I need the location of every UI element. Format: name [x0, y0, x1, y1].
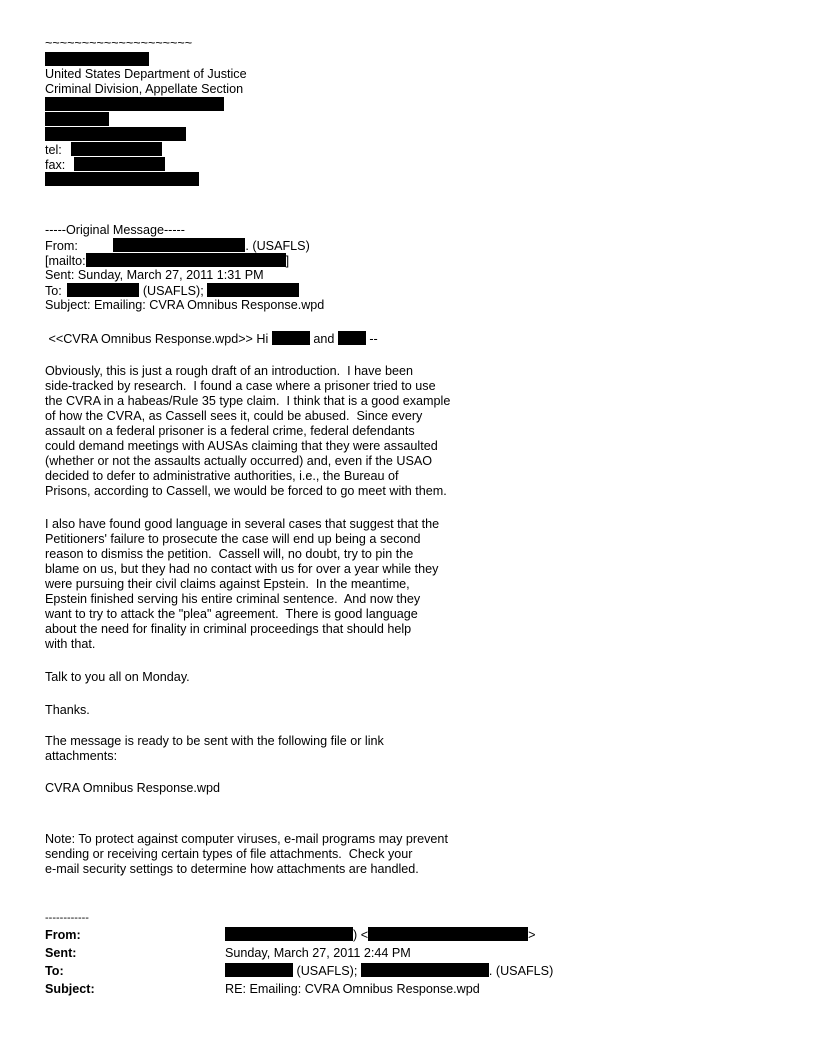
footer-divider: ------------	[45, 912, 89, 924]
orig-from-line: From: . (USAFLS)	[45, 239, 310, 253]
redacted-name	[45, 52, 149, 68]
footer-sent-value: Sunday, March 27, 2011 2:44 PM	[225, 946, 411, 960]
fax-line	[45, 157, 165, 173]
fax-label: fax:	[45, 158, 66, 172]
redacted-footer-from-email	[368, 927, 528, 941]
footer-subject-label: Subject:	[45, 982, 95, 996]
note-line: Note: To protect against computer viruses, e-mail programs may prevent	[45, 832, 448, 846]
redacted-footer-to-2	[361, 963, 489, 977]
ready-line: The message is ready to be sent with the following file or link	[45, 734, 384, 748]
org-line-1: United States Department of Justice	[45, 67, 247, 81]
attachment-name: CVRA Omnibus Response.wpd	[45, 781, 220, 795]
org-line-2: Criminal Division, Appellate Section	[45, 82, 244, 96]
redacted-mailto	[86, 253, 286, 267]
original-message-divider: -----Original Message-----	[45, 223, 185, 237]
para1-line: of how the CVRA, as Cassell sees it, could be abused. Since every	[45, 409, 423, 423]
redacted-footer-from-name	[225, 927, 353, 941]
redacted-recipient-2	[338, 331, 366, 345]
para1-line: Obviously, this is just a rough draft of an introduction. I have been	[45, 364, 413, 378]
tel-line	[45, 142, 162, 158]
para2-line: blame on us, but they had no contact with us for over a year while they	[45, 562, 439, 576]
footer-to-value: (USAFLS); . (USAFLS)	[225, 963, 553, 980]
para1-line: could demand meetings with AUSAs claiming that they were assaulted	[45, 439, 438, 453]
orig-to-line: To: (USAFLS);	[45, 283, 299, 299]
redacted-fax	[74, 157, 165, 171]
redacted-email	[45, 172, 199, 188]
para1-line: the CVRA in a habeas/Rule 35 type claim. I think that is a good example	[45, 394, 451, 408]
redacted-address-2	[45, 112, 109, 128]
para1-line: Prisons, according to Cassell, we would be forced to go meet with them.	[45, 484, 447, 498]
para1-line: decided to defer to administrative authorities, i.e., the Bureau of	[45, 469, 399, 483]
orig-mailto-line: [mailto: ]	[45, 254, 290, 268]
greeting-line: <<CVRA Omnibus Response.wpd>> Hi and --	[45, 332, 378, 346]
redacted-recipient-1	[272, 331, 310, 345]
orig-sent-line: Sent: Sunday, March 27, 2011 1:31 PM	[45, 268, 264, 282]
footer-from-value: ) < >	[225, 927, 535, 944]
redacted-footer-to-1	[225, 963, 293, 977]
para2-line: about the need for finality in criminal proceedings that should help	[45, 622, 412, 636]
para1-line: assault on a federal prisoner is a federal crime, federal defendants	[45, 424, 415, 438]
footer-to-label: To:	[45, 964, 64, 978]
para2-line: Petitioners' failure to prosecute the case will end up being a second	[45, 532, 421, 546]
para2-line: I also have found good language in several cases that suggest that the	[45, 517, 440, 531]
note-line: e-mail security settings to determine how attachments are handled.	[45, 862, 419, 876]
redacted-to-1	[67, 283, 139, 297]
para2-line: were pursuing their civil claims against Epstein. In the meantime,	[45, 577, 410, 591]
para1-line: (whether or not the assaults actually occurred) and, even if the USAO	[45, 454, 433, 468]
redacted-to-2	[207, 283, 299, 297]
redacted-address-1	[45, 97, 224, 113]
footer-from-label: From:	[45, 928, 81, 942]
footer-sent-label: Sent:	[45, 946, 77, 960]
note-line: sending or receiving certain types of file attachments. Check your	[45, 847, 413, 861]
footer-subject-value: RE: Emailing: CVRA Omnibus Response.wpd	[225, 982, 480, 996]
ready-line: attachments:	[45, 749, 118, 763]
para2-line: reason to dismiss the petition. Cassell will, no doubt, try to pin the	[45, 547, 414, 561]
orig-subject-line: Subject: Emailing: CVRA Omnibus Response.wpd	[45, 298, 325, 312]
para2-line: want to try to attack the "plea" agreement. There is good language	[45, 607, 418, 621]
para2-line: with that.	[45, 637, 96, 651]
redacted-address-3	[45, 127, 186, 143]
para2-line: Epstein finished serving his entire criminal sentence. And now they	[45, 592, 421, 606]
para1-line: side-tracked by research. I found a case where a prisoner tried to use	[45, 379, 436, 393]
tel-label: tel:	[45, 143, 62, 157]
redacted-from	[113, 238, 245, 252]
redacted-tel	[71, 142, 162, 156]
thanks-line: Thanks.	[45, 703, 90, 717]
tilde-divider: ~~~~~~~~~~~~~~~~~~~~	[45, 36, 193, 50]
talk-line: Talk to you all on Monday.	[45, 670, 190, 684]
